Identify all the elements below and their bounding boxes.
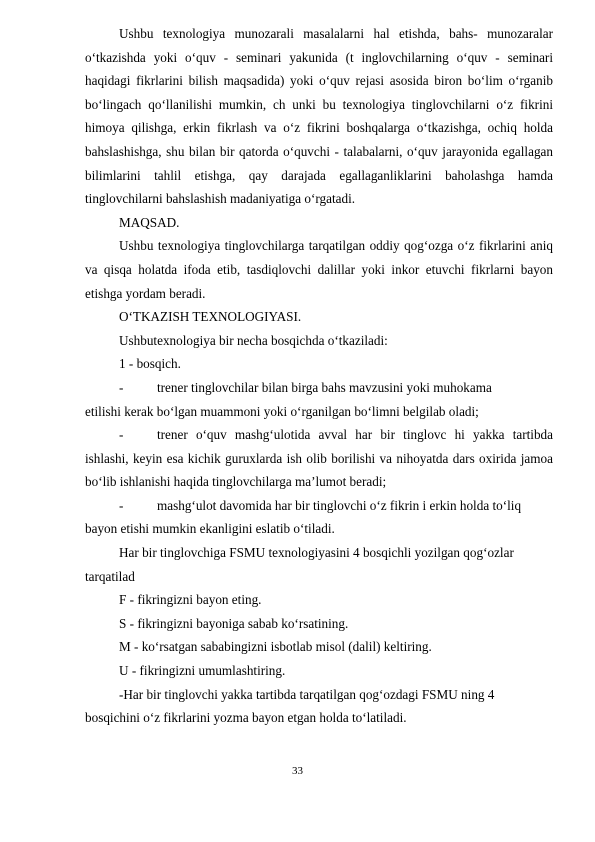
heading-maqsad: MAQSAD. xyxy=(119,214,180,230)
bullet-text: trener o‘quv mashg‘ulotida avval har bir tinglovc hi yakka tartibda ishlashi, keyin esa kichik guruxlarda ish olib borilishi va nihoyatda dars oxirida jamoa bo‘lib ishlanishi haqida tinglovchilarga ma’lumot beradi; xyxy=(85,427,553,490)
paragraph-stages-intro: Ushbutexnologiya bir necha bosqichda o‘tkaziladi: xyxy=(119,332,388,348)
document-body xyxy=(85,22,553,730)
bullet-dash: - xyxy=(119,497,124,513)
bullet-dash: - xyxy=(119,427,124,443)
stage-one-label: 1 - bosqich. xyxy=(119,356,181,372)
paragraph-intro: Ushbu texnologiya munozarali masalalarni hal etishda, bahs- munozaralar o‘tkazishda yoki o‘quv - seminari yakunida (t inglovchilarning o‘quv - seminari haqidagi fikrlarini bilish maqsadida) yoki o‘quv rejasi asosida biron bo‘lim o‘rganib bo‘lingach qo‘llanilishi mumkin, ch unki bu texnologiya tinglovchilarni o‘z fikrini himoya qilishga, erkin fikrlash va o‘z fikrini boshqalarga o‘tkazishga, ochiq holda bahslashishga, shu bilan bir qatorda o‘quvchi - talabalarni, o‘quv jarayonida egallagan bilimlarini tahlil etishga, qay darajada egallaganliklarini baholashga hamda tinglovchilarni bahslashish madaniyatiga o‘rgatadi. xyxy=(85,26,553,207)
distribution-line2: tarqatilad xyxy=(85,568,135,584)
bullet-text-line1: mashg‘ulot davomida har bir tinglovchi o‘z fikrin i erkin holda to‘liq xyxy=(157,497,522,513)
fsmu-s-step: S - fikringizni bayoniga sabab ko‘rsatining. xyxy=(119,615,349,631)
distribution-line1: Har bir tinglovchiga FSMU texnologiyasini 4 bosqichli yozilgan qog‘ozlar xyxy=(119,545,514,561)
bullet-item-3 xyxy=(85,494,553,541)
fsmu-f-step: F - fikringizni bayon eting. xyxy=(119,592,262,608)
final-line1: -Har bir tinglovchi yakka tartibda tarqatilgan qog‘ozdagi FSMU ning 4 xyxy=(119,686,495,702)
fsmu-u-step: U - fikringizni umumlashtiring. xyxy=(119,663,286,679)
heading-technology: O‘TKAZISH TEXNOLOGIYASI. xyxy=(119,309,302,325)
paragraph-distribution xyxy=(85,541,553,588)
bullet-item-1 xyxy=(85,376,553,423)
page-number: 33 xyxy=(292,765,303,777)
paragraph-final xyxy=(85,683,553,730)
bullet-dash: - xyxy=(119,379,124,395)
bullet-item-2 xyxy=(85,423,553,494)
fsmu-m-step: M - ko‘rsatgan sababingizni isbotlab misol (dalil) keltiring. xyxy=(119,639,432,655)
final-line2: bosqichini o‘z fikrlarini yozma bayon etgan holda to‘latiladi. xyxy=(85,710,407,726)
bullet-text-line2: etilishi kerak bo‘lgan muammoni yoki o‘rganilgan bo‘limni belgilab oladi; xyxy=(85,403,479,419)
bullet-text-line1: trener tinglovchilar bilan birga bahs mavzusini yoki muhokama xyxy=(157,379,492,395)
bullet-text-line2: bayon etishi mumkin ekanligini eslatib o‘tiladi. xyxy=(85,521,335,537)
paragraph-purpose: Ushbu texnologiya tinglovchilarga tarqatilgan oddiy qog‘ozga o‘z fikrlarini aniq va qisqa holatda ifoda etib, tasdiqlovchi dalillar yoki inkor etuvchi fikrlarni bayon etishga yordam beradi. xyxy=(85,238,553,301)
